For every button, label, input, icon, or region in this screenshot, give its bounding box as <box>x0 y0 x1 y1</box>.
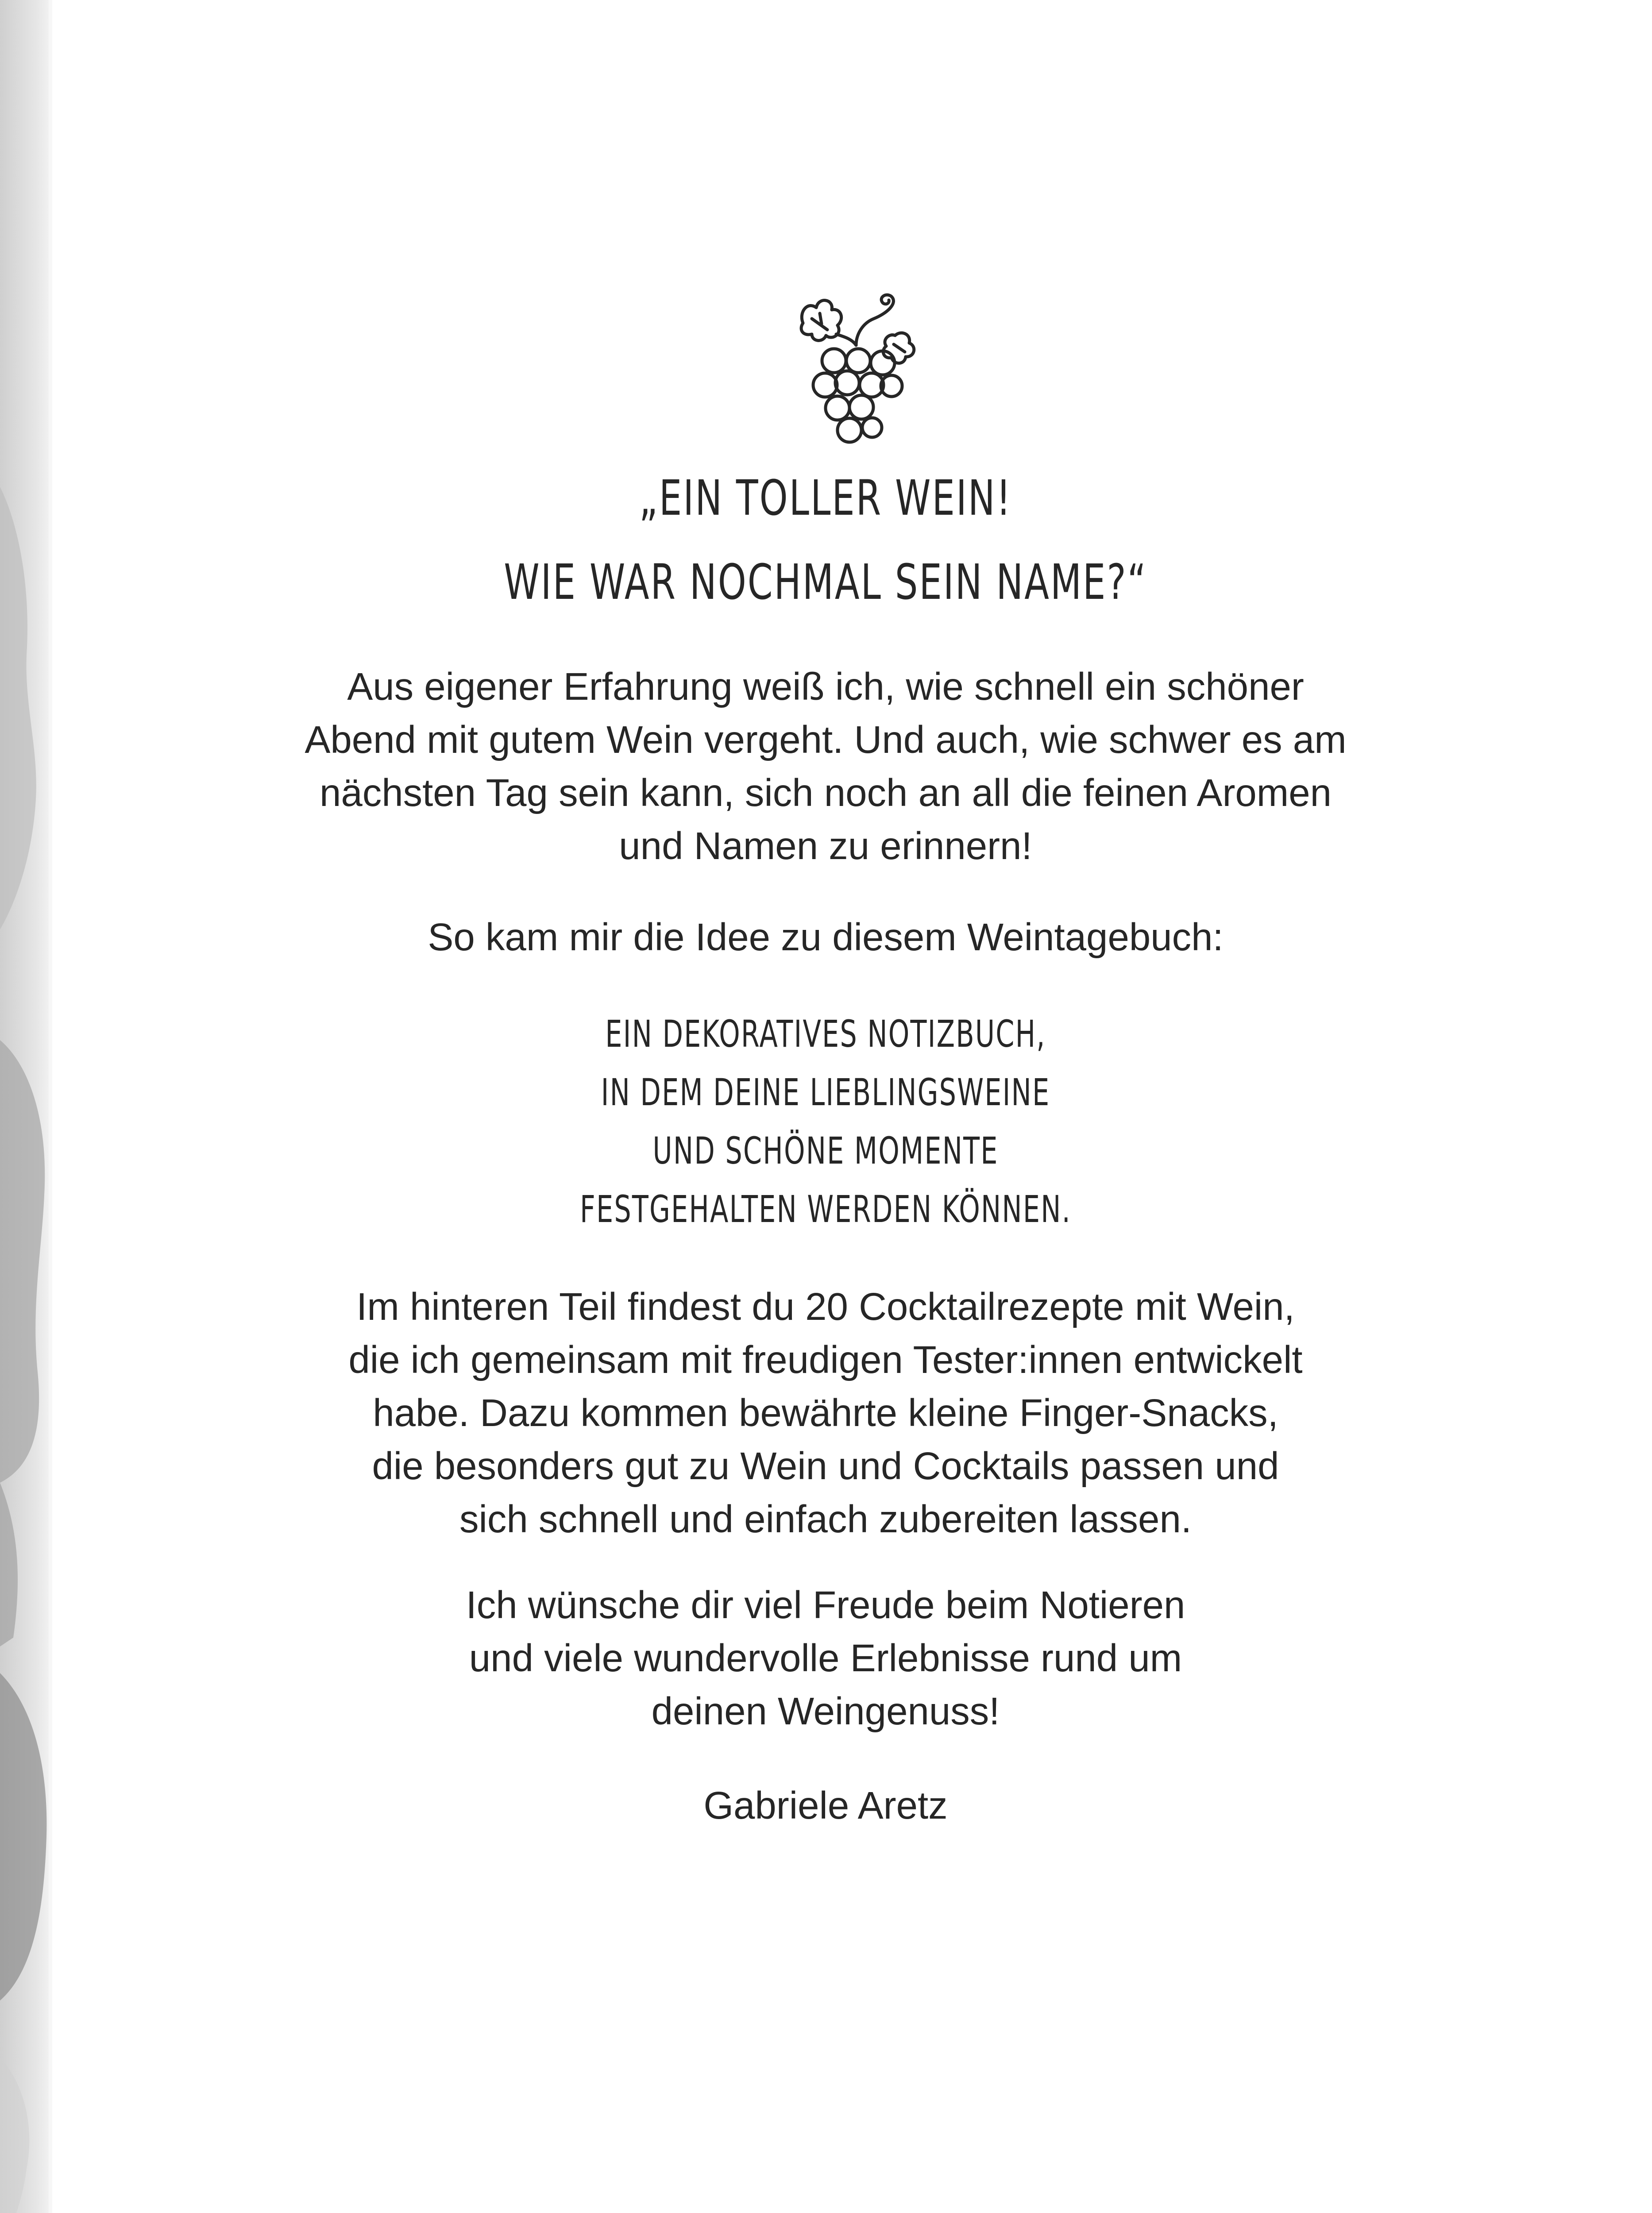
highlight-line-3: UND SCHÖNE MOMENTE <box>652 1129 999 1172</box>
highlight-line-1: EIN DEKORATIVES NOTIZBUCH, <box>605 1012 1046 1056</box>
idea-line-1: So kam mir die Idee zu diesem Weintagebuch: <box>428 916 1224 959</box>
title-line-2: WIE WAR NOCHMAL SEIN NAME?“ <box>504 554 1147 610</box>
page-title <box>248 456 1403 624</box>
highlight-line-2: IN DEM DEINE LIEBLINGSWEINE <box>601 1071 1050 1114</box>
highlight-line-4: FESTGEHALTEN WERDEN KÖNNEN. <box>580 1187 1071 1231</box>
wish-paragraph <box>248 1579 1403 1738</box>
grape-icon <box>785 292 927 451</box>
intro-line-2: Abend mit gutem Wein vergeht. Und auch, wie schwer es am <box>305 718 1347 761</box>
author-name: Gabriele Aretz <box>703 1784 948 1827</box>
wish-line-2: und viele wundervolle Erlebnisse rund um <box>469 1637 1182 1680</box>
highlight-block <box>248 1005 1403 1238</box>
idea-paragraph <box>248 911 1403 964</box>
intro-line-1: Aus eigener Erfahrung weiß ich, wie schnell ein schöner <box>347 665 1304 708</box>
cocktails-line-2: die ich gemeinsam mit freudigen Tester:innen entwickelt <box>348 1338 1303 1381</box>
cocktails-paragraph <box>248 1280 1403 1546</box>
watercolor-edge <box>0 0 52 2213</box>
intro-line-4: und Namen zu erinnern! <box>619 825 1032 867</box>
cocktails-line-1: Im hinteren Teil findest du 20 Cocktailrezepte mit Wein, <box>356 1285 1295 1328</box>
intro-line-3: nächsten Tag sein kann, sich noch an all die feinen Aromen <box>319 771 1332 814</box>
cocktails-line-3: habe. Dazu kommen bewährte kleine Finger-Snacks, <box>373 1392 1278 1434</box>
wish-line-3: deinen Weingenuss! <box>651 1690 1000 1733</box>
intro-paragraph <box>248 660 1403 873</box>
signature <box>248 1779 1403 1832</box>
cocktails-line-4: die besonders gut zu Wein und Cocktails passen und <box>372 1445 1279 1488</box>
title-line-1: „EIN TOLLER WEIN! <box>639 470 1012 526</box>
wish-line-1: Ich wünsche dir viel Freude beim Notieren <box>466 1584 1185 1627</box>
cocktails-line-5: sich schnell und einfach zubereiten lassen. <box>459 1498 1192 1541</box>
